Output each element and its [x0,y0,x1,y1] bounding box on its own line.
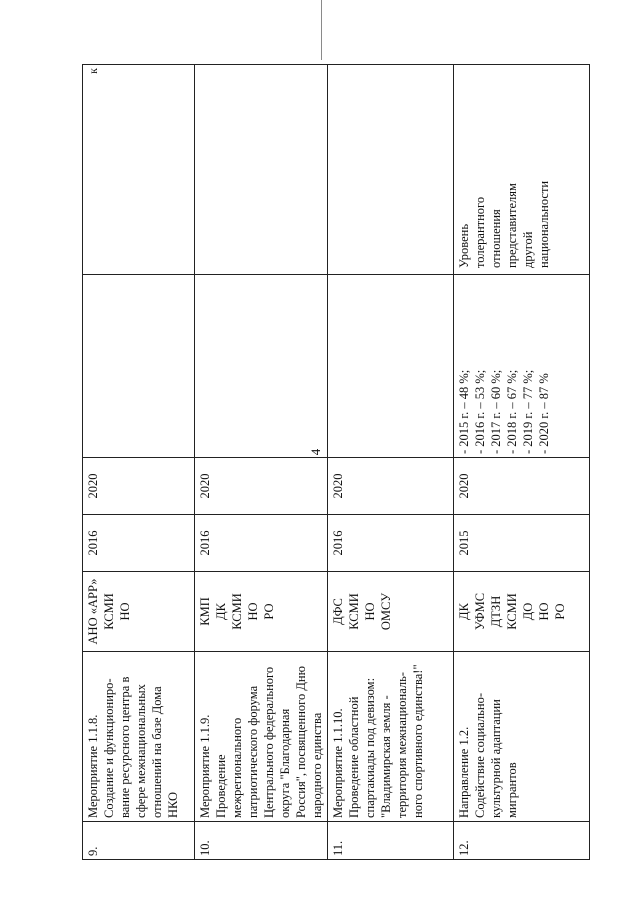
result-line: представителям [505,183,519,268]
executors-line: ДК [214,603,228,620]
end-year-cell: 2020 [195,458,328,515]
indicator-line: - 2017 г. – 60 %; [489,369,503,454]
indicator-line: - 2019 г. – 77 %; [521,369,535,454]
result-cell [328,65,454,275]
executors-line: ДО [521,602,535,621]
result-cell [195,65,328,275]
activity-cell [83,652,195,822]
executors-line: НО [118,602,132,621]
activity-line: сфере межнациональных [134,684,148,818]
executors-line: КСМИ [347,593,361,630]
executors-line: ДК [457,603,471,620]
activity-line: территория межнациональ- [395,672,409,818]
activity-line: ного спортивного единства!" [411,664,425,818]
executors-line: УФМС [473,592,487,631]
executors-line: КСМИ [230,593,244,630]
activity-line: культурной адаптации [489,699,503,818]
activity-line: патриотического форума [246,685,260,818]
activity-line: межрегионального [230,717,244,818]
row-number: 9. [83,822,195,860]
executors-line: РО [553,603,567,620]
indicator-cell [328,275,454,458]
activity-line: Мероприятие 1.1.8. [86,714,100,818]
row-number: 10. [195,822,328,860]
executors-line: АНО «АРР» [86,578,100,645]
edge-letter: к [86,68,100,74]
executors-line: КСМИ [505,593,519,630]
activity-line: Направление 1.2. [457,726,471,818]
executors-cell [83,572,195,652]
activity-line: Содействие социально- [473,693,487,818]
activity-line: округа "Благодарная [278,708,292,818]
result-line: отношения [489,209,503,268]
indicator-cell [454,275,590,458]
indicator-cell [83,275,195,458]
start-year-cell: 2016 [83,515,195,572]
scan-edge-line [321,0,322,60]
activity-line: Центрального федерального [262,666,276,818]
activity-line: "Владимирская земля - [379,695,393,818]
page-number: 4 [308,448,323,456]
table-row [328,65,454,860]
activity-line: Проведение областной [347,696,361,818]
rotated-table-container [82,65,585,860]
activity-line: отношений на базе Дома [150,686,164,818]
indicator-line: - 2018 г. – 67 %; [505,369,519,454]
activity-line: Мероприятие 1.1.10. [331,708,345,818]
executors-cell [328,572,454,652]
row-number: 11. [328,822,454,860]
activities-table [82,64,590,860]
executors-line: ОМСУ [379,592,393,631]
activity-line: народного единства [310,712,324,818]
indicator-line: - 2020 г. – 87 % [537,373,551,454]
table-row [83,65,195,860]
activity-line: спартакиады под девизом: [363,677,377,818]
activity-cell [454,652,590,822]
indicator-cell [195,275,328,458]
activity-line: Россия", посвященного Дню [294,666,308,818]
executors-line: КМП [198,597,212,626]
activity-line: НКО [166,791,180,818]
executors-cell [195,572,328,652]
start-year-cell: 2016 [328,515,454,572]
end-year-cell: 2020 [328,458,454,515]
executors-line: НО [537,602,551,621]
table-row [195,65,328,860]
activity-line: мигрантов [505,762,519,818]
result-cell [83,65,195,275]
activity-line: Создание и функциониро- [102,678,116,818]
activity-line: вание ресурсного центра в [118,676,132,818]
executors-line: РО [262,603,276,620]
activity-cell [195,652,328,822]
table-row [454,65,590,860]
end-year-cell: 2020 [454,458,590,515]
executors-line: ДФС [331,598,345,625]
activity-line: Проведение [214,754,228,818]
executors-line: НО [363,602,377,621]
row-number: 12. [454,822,590,860]
result-line: национальности [537,180,551,268]
executors-line: ДТЗН [489,595,503,628]
executors-cell [454,572,590,652]
activity-cell [328,652,454,822]
result-line: Уровень [457,223,471,268]
activity-line: Мероприятие 1.1.9. [198,714,212,818]
indicator-line: - 2015 г. – 48 %; [457,369,471,454]
end-year-cell: 2020 [83,458,195,515]
start-year-cell: 2016 [195,515,328,572]
executors-line: КСМИ [102,593,116,630]
indicator-line: - 2016 г. – 53 %; [473,369,487,454]
executors-line: НО [246,602,260,621]
result-cell [454,65,590,275]
result-line: толерантного [473,196,487,268]
result-line: другой [521,231,535,268]
start-year-cell: 2015 [454,515,590,572]
